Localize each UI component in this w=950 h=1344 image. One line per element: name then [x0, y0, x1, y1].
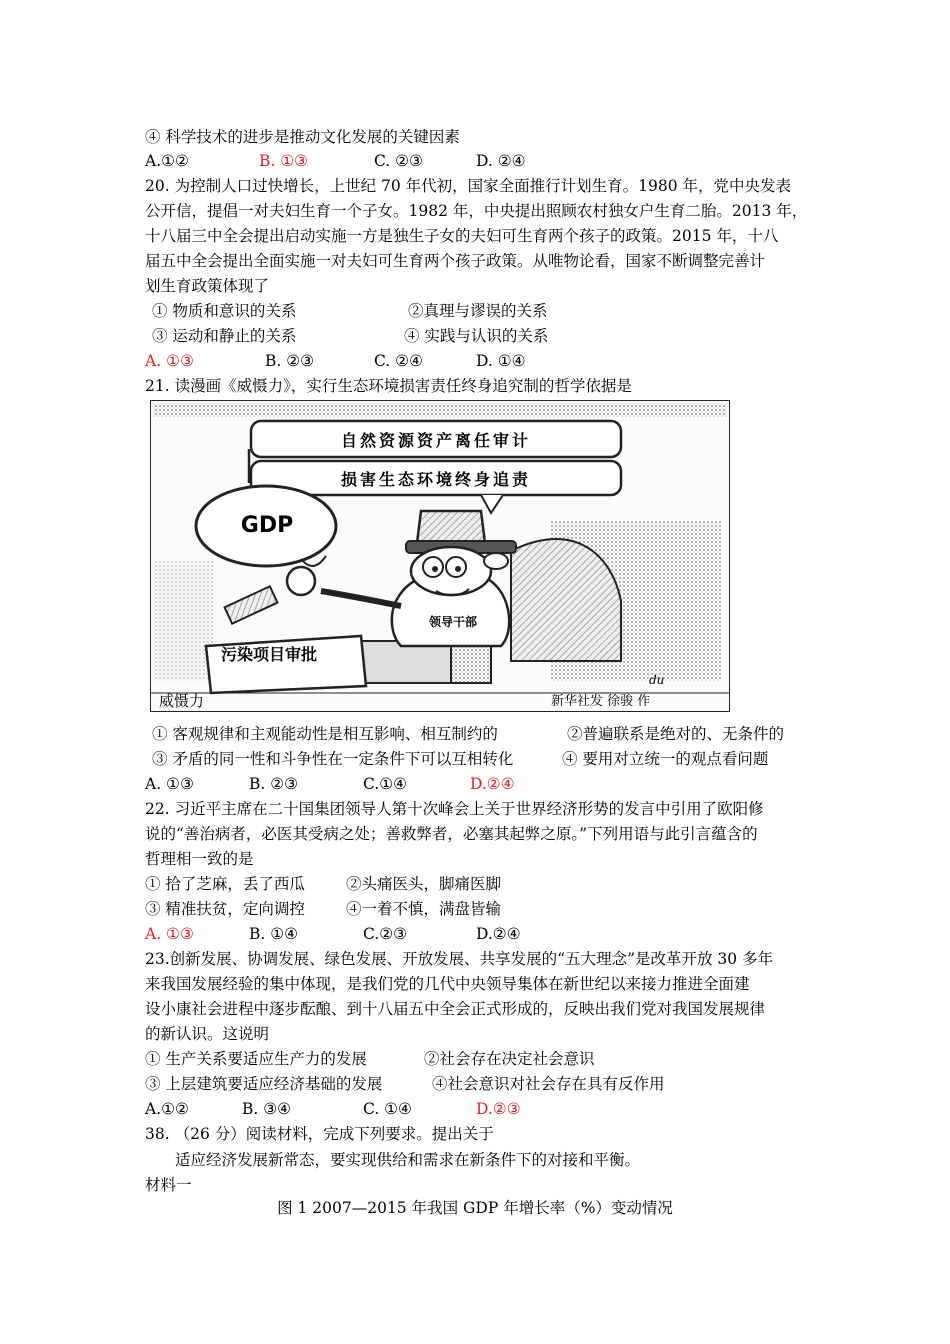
q20-option-b: B. ②③: [265, 352, 315, 370]
q19-option-a: A.①②: [145, 152, 189, 170]
q23-item-2: ②社会存在决定社会意识: [424, 1050, 595, 1068]
q19-item4: ④ 科学技术的进步是推动文化发展的关键因素: [145, 128, 460, 146]
q19-option-b: B. ①③: [259, 152, 309, 170]
q19-option-d: D. ②④: [476, 152, 526, 170]
cartoon-text-box2: 损害生态环境终身追责: [340, 470, 531, 489]
q22-option-c: C.②③: [363, 925, 408, 943]
q23-option-b: B. ③④: [242, 1100, 292, 1118]
q22-item-4: ④一着不慎，满盘皆输: [346, 900, 502, 918]
q20-item-4: ④ 实践与认识的关系: [404, 327, 549, 345]
q21-item-2: ②普遍联系是绝对的、无条件的: [567, 725, 785, 743]
q20-line-3: 十八届三中全会提出启动实施一方是独生子女的夫妇可生育两个孩子的政策。2015 年，十八: [145, 227, 779, 245]
q20-line-5: 划生育政策体现了: [145, 277, 270, 295]
q21-option-c: C.①④: [363, 775, 408, 793]
q21-stem: 21. 读漫画《威慑力》，实行生态环境损害责任终身追究制的哲学依据是: [145, 377, 632, 395]
q20-option-a: A. ①③: [145, 352, 194, 370]
q23-line-2: 来我国发展经验的集中体现，是我们党的几代中央领导集体在新世纪以来接力推进全面建: [145, 975, 750, 993]
q20-option-d: D. ①④: [476, 352, 526, 370]
q38-stem: 38. （26 分）阅读材料，完成下列要求。提出关于: [145, 1125, 494, 1143]
q23-option-d: D.②③: [476, 1100, 521, 1118]
cartoon-credit: 新华社发 徐骏 作: [551, 694, 651, 709]
q21-item-4: ④ 要用对立统一的观点看问题: [562, 750, 769, 768]
q20-item-3: ③ 运动和静止的关系: [152, 327, 297, 345]
q23-item-1: ① 生产关系要适应生产力的发展: [145, 1050, 367, 1068]
q23-option-a: A.①②: [145, 1100, 189, 1118]
q21-option-b: B. ②③: [249, 775, 299, 793]
q21-option-a: A. ①③: [145, 775, 194, 793]
q23-item-4: ④社会意识对社会存在具有反作用: [432, 1075, 665, 1093]
q22-option-d: D.②④: [476, 925, 521, 943]
q20-line-4: 届五中全会提出全面实施一对夫妇可生育两个孩子政策。从唯物论看，国家不断调整完善计: [145, 252, 766, 270]
q22-item-2: ②头痛医头，脚痛医脚: [346, 875, 502, 893]
figure-caption: 图 1 2007—2015 年我国 GDP 年增长率（%）变动情况: [277, 1199, 673, 1217]
q22-line-3: 哲理相一致的是: [145, 850, 254, 868]
q38-material-label: 材料一: [145, 1176, 192, 1194]
cartoon-text-sign: 污染项目审批: [221, 645, 318, 664]
q22-item-1: ① 拾了芝麻，丢了西瓜: [145, 875, 305, 893]
q21-item-1: ① 客观规律和主观能动性是相互影响、相互制约的: [152, 725, 498, 743]
cartoon-text-body: 领导干部: [428, 615, 477, 629]
q20-item-2: ②真理与谬误的关系: [408, 302, 548, 320]
cartoon-image: [150, 400, 730, 712]
q20-line-2: 公开信，提倡一对夫妇生育一个子女。1982 年，中央提出照顾农村独女户生育二胎。2013 年，: [145, 202, 808, 220]
q22-option-a: A. ①③: [145, 925, 194, 943]
q21-item-3: ③ 矛盾的同一性和斗争性在一定条件下可以互相转化: [152, 750, 514, 768]
q19-option-c: C. ②③: [374, 152, 423, 170]
q23-line-3: 设小康社会进程中逐步酝酿、到十八届五中全会正式形成的，反映出我们党对我国发展规律: [145, 1000, 766, 1018]
q20-item-1: ① 物质和意识的关系: [152, 302, 297, 320]
q23-line-4: 的新认识。这说明: [145, 1025, 270, 1043]
q22-option-b: B. ①④: [249, 925, 299, 943]
cartoon-text-gdp: GDP: [240, 513, 294, 538]
q23-item-3: ③ 上层建筑要适应经济基础的发展: [145, 1075, 383, 1093]
q20-line-1: 20. 为控制人口过快增长，上世纪 70 年代初，国家全面推行计划生育。1980 年，党中央发表: [145, 177, 792, 195]
q38-line-2: 适应经济发展新常态，要实现供给和需求在新条件下的对接和平衡。: [175, 1151, 641, 1169]
q20-option-c: C. ②④: [374, 352, 423, 370]
cartoon-signature: du: [649, 673, 665, 687]
cartoon-title: 威慑力: [159, 692, 205, 710]
q21-option-d: D.②④: [470, 775, 515, 793]
q23-option-c: C. ①④: [363, 1100, 412, 1118]
q22-line-2: 说的“善治病者，必医其受病之处；善救弊者，必塞其起弊之原。”下列用语与此引言蕴含的: [145, 825, 758, 843]
q22-item-3: ③ 精准扶贫，定向调控: [145, 900, 305, 918]
q23-line-1: 23.创新发展、协调发展、绿色发展、开放发展、共享发展的“五大理念”是改革开放 30 多年: [145, 950, 774, 968]
q22-line-1: 22. 习近平主席在二十国集团领导人第十次峰会上关于世界经济形势的发言中引用了欧阳修: [145, 800, 764, 818]
cartoon-text-box1: 自然资源资产离任审计: [340, 431, 531, 450]
